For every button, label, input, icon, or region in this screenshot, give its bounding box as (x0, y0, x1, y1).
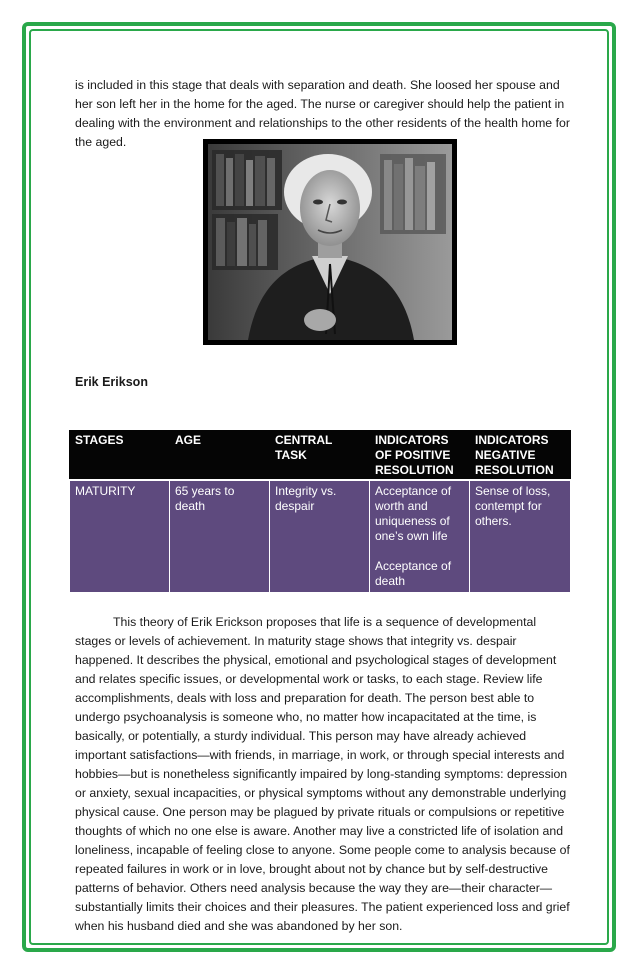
cell-negative-resolution: Sense of loss, contempt for others. (470, 480, 571, 593)
table-header-row (70, 431, 571, 481)
header-age: AGE (170, 431, 270, 481)
photo-caption: Erik Erikson (75, 375, 148, 389)
portrait-photo (203, 139, 457, 345)
intro-paragraph: is included in this stage that deals with separation and death. She loosed her spouse and her son left her in the home for the aged. The nurse or caregiver should help the patient in dealing with the environment and relationships to the other residents of the health home for the aged. (75, 78, 570, 149)
positive-indicator-1: Acceptance of worth and uniqueness of one’s own life (375, 484, 452, 543)
header-central-task: CENTRAL TASK (270, 431, 370, 481)
header-stages: STAGES (70, 431, 170, 481)
table-row (70, 480, 571, 593)
erikson-stage-table (69, 430, 571, 593)
header-positive-resolution: INDICATORS OF POSITIVE RESOLUTION (370, 431, 470, 481)
cell-positive-resolution (370, 480, 470, 593)
portrait-image (208, 144, 452, 340)
positive-indicator-2: Acceptance of death (375, 559, 452, 588)
cell-stage: MATURITY (70, 480, 170, 593)
header-negative-resolution: INDICATORS NEGATIVE RESOLUTION (470, 431, 571, 481)
body-paragraph: This theory of Erik Erickson proposes that life is a sequence of developmental stages or levels of achievement. In maturity stage shows that integrity vs. despair happened. It describes the physical, emotional and psychological stages of development and relates specific issues, or developmental work or tasks, to each stage. Review life accomplishments, deals with loss and preparation for death. The person best able to undergo psychoanalysis is someone who, no matter how incapacitated at the time, is basically, or potentially, a sturdy individual. This person may have already achieved important satisfactions—with friends, in marriage, in work, or through special interests and hobbies—but is nonetheless significantly impaired by long-standing symptoms: depression or anxiety, sexual incapacities, or physical symptoms without any demonstrable underlying physical cause. One person may be plagued by private rituals or compulsions or repetitive thoughts of which no one else is aware. Another may live a constricted life of isolation and loneliness, incapable of feeling close to anyone. Some people come to analysis because of repeated failures in work or in love, brought about not by chance but by self-destructive patterns of behavior. Others need analysis because the way they are—their character—substantially limits their choices and their pleasures. The patient experienced loss and grief when his husband died and she was abandoned by her son. (75, 615, 570, 933)
cell-central-task: Integrity vs. despair (270, 480, 370, 593)
cell-age: 65 years to death (170, 480, 270, 593)
